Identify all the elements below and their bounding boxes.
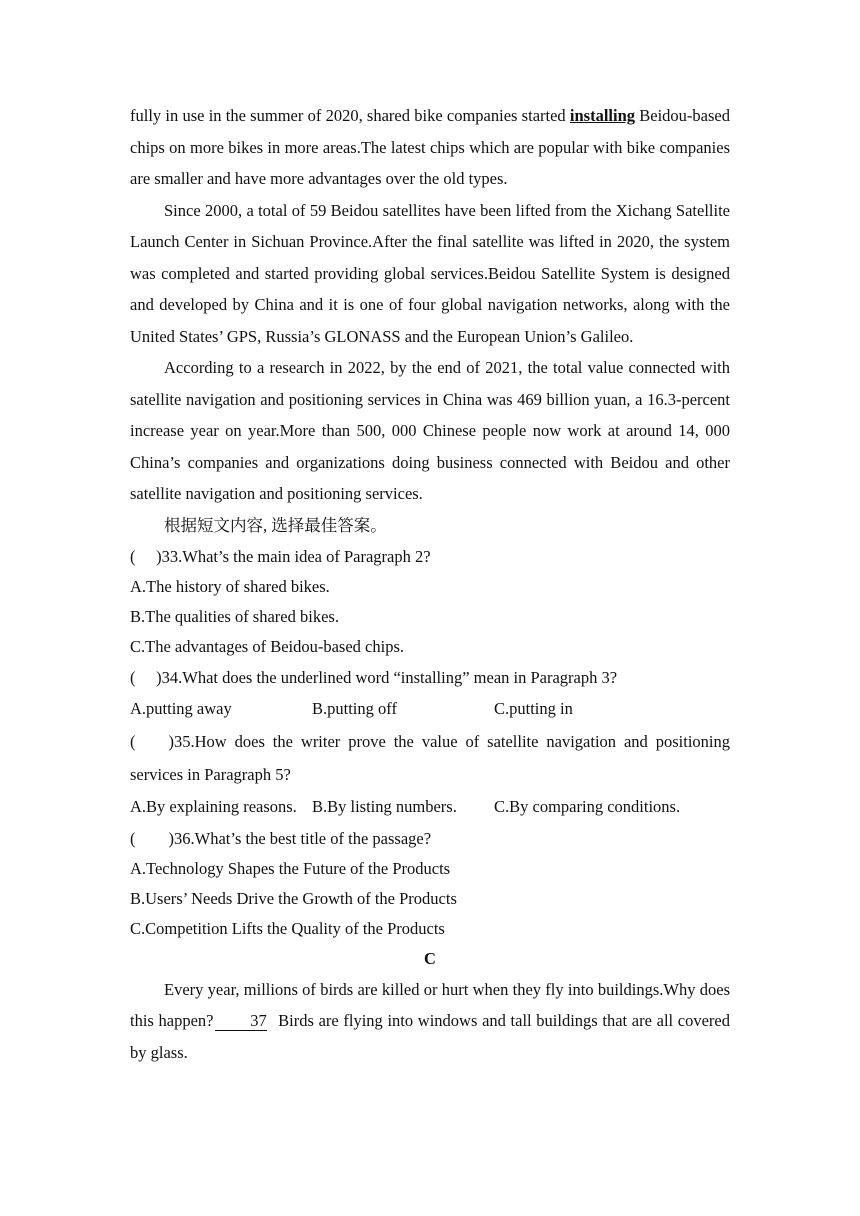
answer-paren[interactable]: ( ) xyxy=(130,546,162,566)
section-title-c: C xyxy=(424,948,436,968)
options-35 xyxy=(130,791,730,823)
question-36-text: 36.What’s the best title of the passage? xyxy=(174,828,432,848)
question-33 xyxy=(130,541,730,572)
instruction: 根据短文内容, 选择最佳答案。 xyxy=(164,515,387,535)
option-33-a: A.The history of shared bikes. xyxy=(130,576,330,596)
paragraph-3: According to a research in 2022, by the end of 2021, the total value connected with satellite navigation and positioning services in China was 469 billion yuan, a 16.3-percent increase year on year.More than 500, 000 Chinese people now work at around 14, 000 China’s companies and organizations doing business connected with Beidou and other satellite navigation and positioning services. xyxy=(130,358,730,503)
option-36-b: B.Users’ Needs Drive the Growth of the Products xyxy=(130,888,457,908)
paragraph-1 xyxy=(130,100,730,195)
option-33-c: C.The advantages of Beidou-based chips. xyxy=(130,636,405,656)
section-c-text-start: Every year, millions of birds are killed or hurt when they fly into buildings.Why does this happen? xyxy=(130,979,730,1030)
question-35-text: 35.How does the writer prove the value of satellite navigation and positioning services in Paragraph 5? xyxy=(130,731,730,784)
option-35-c: C.By comparing conditions. xyxy=(494,796,681,816)
option-36-a: A.Technology Shapes the Future of the Products xyxy=(130,858,451,878)
option-36-c: C.Competition Lifts the Quality of the Products xyxy=(130,918,445,938)
question-35 xyxy=(130,725,730,791)
paragraph-1-text-end: Beidou-based chips on more bikes in more areas.The latest chips which are popular with bike companies are smaller and have more advantages over the old types. xyxy=(130,106,730,188)
paragraph-2: Since 2000, a total of 59 Beidou satellites have been lifted from the Xichang Satellite Launch Center in Sichuan Province.After the final satellite was lifted in 2020, the system was completed and started providing global services.Beidou Satellite System is designed and developed by China and it is one of four global navigation networks, along with the United States’ GPS, Russia’s GLONASS and the European Union’s Galileo. xyxy=(130,200,730,346)
blank-37[interactable]: 37 xyxy=(215,1012,267,1031)
option-35-b: B.By listing numbers. xyxy=(312,796,457,816)
options-34 xyxy=(130,693,730,725)
option-34-c: C.putting in xyxy=(494,698,573,718)
section-c-text-end: Birds are flying into windows and tall buildings that are all covered by glass. xyxy=(130,1011,730,1062)
question-33-text: 33.What’s the main idea of Paragraph 2? xyxy=(161,546,431,566)
answer-paren[interactable]: ( ) xyxy=(130,731,174,751)
option-35-a: A.By explaining reasons. xyxy=(130,796,297,816)
underlined-word: installing xyxy=(569,106,636,125)
paragraph-1-text-start: fully in use in the summer of 2020, shared bike companies started xyxy=(130,106,570,125)
answer-paren[interactable]: ( ) xyxy=(130,667,162,687)
answer-paren[interactable]: ( ) xyxy=(130,828,174,848)
question-36 xyxy=(130,823,730,854)
question-34-text: 34.What does the underlined word “installing” mean in Paragraph 3? xyxy=(161,667,618,687)
option-34-a: A.putting away xyxy=(130,698,232,718)
section-c-paragraph xyxy=(130,974,730,1069)
document-page xyxy=(130,100,730,1068)
option-34-b: B.putting off xyxy=(312,698,397,718)
option-33-b: B.The qualities of shared bikes. xyxy=(130,606,339,626)
question-34 xyxy=(130,662,730,693)
